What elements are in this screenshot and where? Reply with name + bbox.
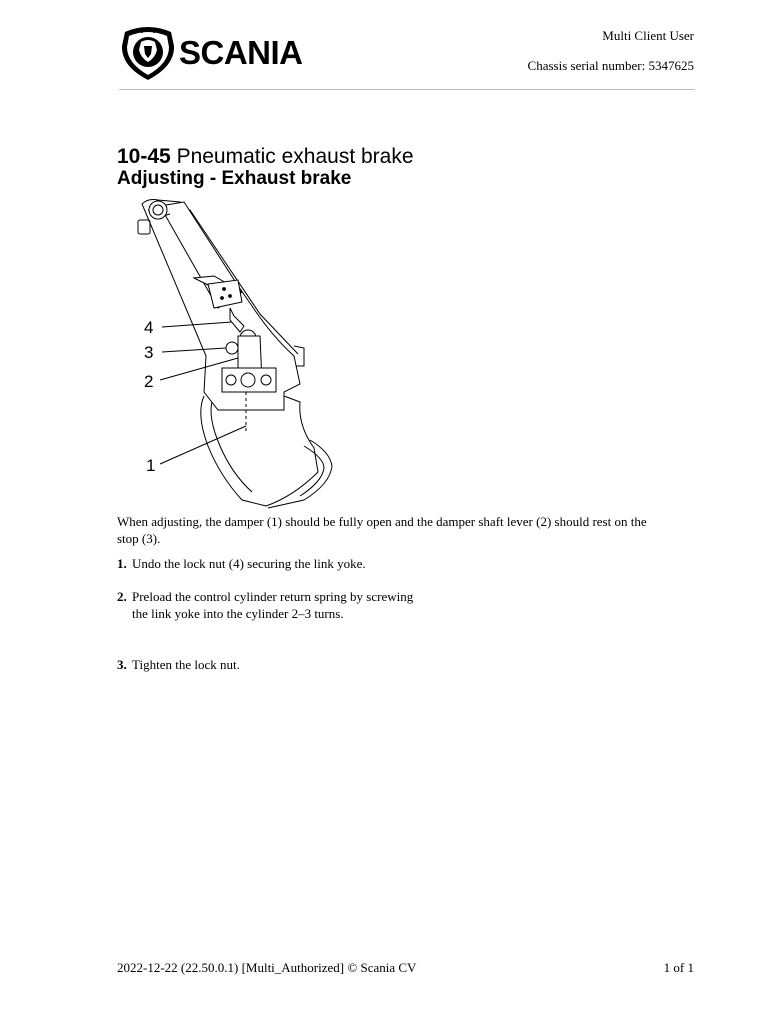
section-title: Pneumatic exhaust brake [176,145,414,168]
callout-2: 2 [144,372,154,391]
griffin-emblem-icon [119,24,177,82]
step-item [117,656,417,673]
callout-3: 3 [144,343,154,362]
step-number: 1. [117,556,127,571]
section-number: 10-45 [117,145,171,168]
page-number: 1 of 1 [663,960,694,975]
callout-1: 1 [146,456,156,475]
step-item [117,555,417,572]
step-number: 2. [117,589,127,604]
step-text: Undo the lock nut (4) securing the link yoke. [132,556,366,571]
chassis-serial: Chassis serial number: 5347625 [527,58,694,73]
brand-wordmark: SCANIA [179,34,303,71]
scania-logo [119,24,334,82]
footer-info: 2022-12-22 (22.50.0.1) [Multi_Authorized] © Scania CV [117,960,417,975]
exhaust-brake-diagram [134,196,334,510]
step-number: 3. [117,657,127,672]
callout-4: 4 [144,318,154,337]
step-text: Tighten the lock nut. [132,657,240,672]
intro-paragraph: When adjusting, the damper (1) should be fully open and the damper shaft lever (2) should rest on the stop (3). [117,514,647,546]
header-divider [119,89,695,90]
user-name: Multi Client User [602,28,694,43]
step-item [117,588,417,622]
step-text: Preload the control cylinder return spring by screwing the link yoke into the cylinder 2–3 turns. [132,589,414,621]
page-subtitle: Adjusting - Exhaust brake [117,168,352,189]
